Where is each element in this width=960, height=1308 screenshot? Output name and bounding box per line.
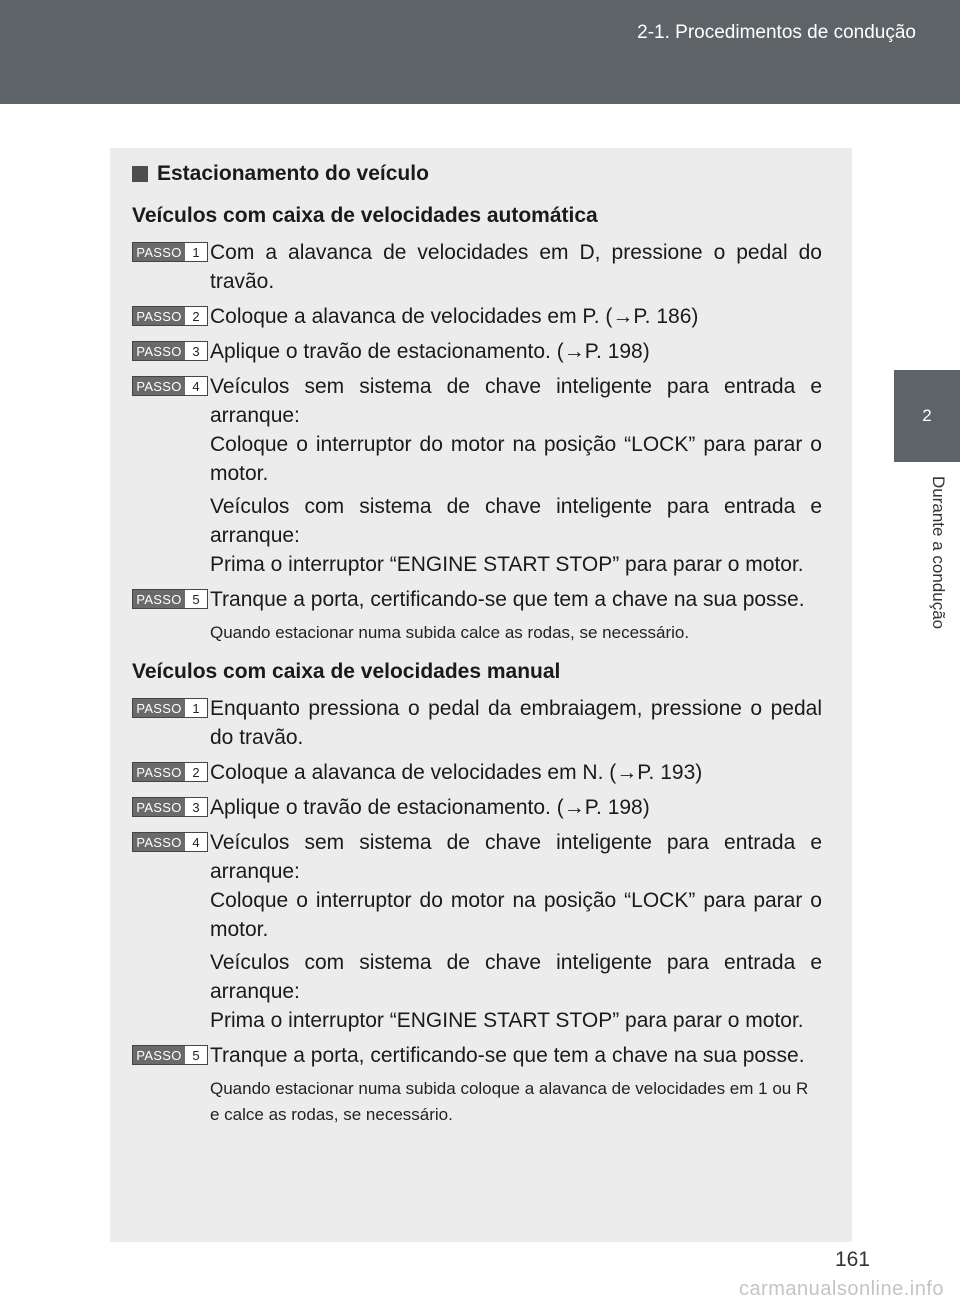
content-inner: [132, 160, 822, 1140]
step-badge: [132, 1045, 208, 1065]
step-groups: [132, 202, 822, 1128]
group-title: Veículos com caixa de velocidades manual: [132, 660, 561, 683]
step-text: [208, 793, 822, 822]
step-badge-word: PASSO: [133, 833, 185, 851]
step-badge: [132, 242, 208, 262]
step-badge-number: 5: [185, 590, 207, 608]
step-badge-word: PASSO: [133, 699, 185, 717]
step-text: [208, 828, 822, 1035]
step-text: [208, 337, 822, 366]
step-badge: [132, 762, 208, 782]
step-item: [132, 585, 822, 614]
group-note: Quando estacionar numa subida coloque a alavanca de velocidades em 1 ou R e calce as rodas, se necessário.: [210, 1079, 809, 1124]
step-paragraph: Veículos com sistema de chave inteligente para entrada e arranque: Prima o interruptor “ENGINE START STOP” para parar o motor.: [210, 951, 822, 1032]
step-item: [132, 694, 822, 752]
step-badge-number: 1: [185, 243, 207, 261]
side-strip: [894, 104, 960, 1264]
content-box: [110, 148, 852, 1242]
step-badge-number: 4: [185, 833, 207, 851]
step-item: [132, 1041, 822, 1070]
watermark: carmanualsonline.info: [738, 1278, 944, 1300]
step-badge-number: 2: [185, 763, 207, 781]
step-badge: [132, 306, 208, 326]
step-badge-number: 3: [185, 342, 207, 360]
step-paragraph: Aplique o travão de estacionamento. (→P. 198): [210, 340, 650, 363]
step-item: [132, 828, 822, 1035]
chapter-label: Durante a condução: [929, 476, 948, 630]
step-paragraph: Tranque a porta, certificando-se que tem a chave na sua posse.: [210, 1044, 805, 1067]
step-group: [132, 202, 822, 646]
square-bullet-icon: [132, 166, 148, 182]
step-text: [208, 585, 822, 614]
step-badge-number: 5: [185, 1046, 207, 1064]
step-paragraph: Aplique o travão de estacionamento. (→P. 198): [210, 796, 650, 819]
step-badge: [132, 698, 208, 718]
step-item: [132, 337, 822, 366]
step-item: [132, 793, 822, 822]
step-badge-word: PASSO: [133, 590, 185, 608]
step-badge: [132, 376, 208, 396]
step-item: [132, 238, 822, 296]
step-item: [132, 302, 822, 331]
page-number: 161: [834, 1248, 870, 1271]
step-badge-word: PASSO: [133, 1046, 185, 1064]
chapter-number: 2: [922, 406, 932, 425]
step-badge-word: PASSO: [133, 307, 185, 325]
step-item: [132, 758, 822, 787]
step-badge-number: 2: [185, 307, 207, 325]
step-badge-word: PASSO: [133, 798, 185, 816]
step-badge: [132, 797, 208, 817]
group-note: Quando estacionar numa subida calce as rodas, se necessário.: [210, 623, 690, 642]
section-title: [132, 160, 822, 188]
step-badge-word: PASSO: [133, 377, 185, 395]
step-badge-number: 4: [185, 377, 207, 395]
step-badge: [132, 589, 208, 609]
step-paragraph: Enquanto pressiona o pedal da embraiagem, pressione o pedal do travão.: [210, 697, 822, 749]
page-header: [0, 0, 960, 104]
step-paragraph: Coloque a alavanca de velocidades em N. (→P. 193): [210, 761, 703, 784]
section-title-text: Estacionamento do veículo: [157, 162, 429, 185]
step-text: [208, 1041, 822, 1070]
step-paragraph: Com a alavanca de velocidades em D, pressione o pedal do travão.: [210, 241, 822, 293]
step-badge: [132, 341, 208, 361]
step-item: [132, 372, 822, 579]
step-badge-word: PASSO: [133, 763, 185, 781]
step-paragraph: Coloque a alavanca de velocidades em P. (→P. 186): [210, 305, 699, 328]
step-badge: [132, 832, 208, 852]
step-text: [208, 302, 822, 331]
step-badge-word: PASSO: [133, 342, 185, 360]
step-text: [208, 694, 822, 752]
step-paragraph: Veículos sem sistema de chave inteligente para entrada e arranque: Coloque o interruptor do motor na posição “LOCK” para parar o motor.: [210, 375, 822, 485]
step-paragraph: Tranque a porta, certificando-se que tem a chave na sua posse.: [210, 588, 805, 611]
chapter-tab[interactable]: [894, 370, 960, 462]
step-text: [208, 238, 822, 296]
group-title: Veículos com caixa de velocidades automática: [132, 204, 598, 227]
step-paragraph: Veículos com sistema de chave inteligente para entrada e arranque: Prima o interruptor “ENGINE START STOP” para parar o motor.: [210, 495, 822, 576]
step-badge-number: 1: [185, 699, 207, 717]
header-title: 2-1. Procedimentos de condução: [637, 22, 916, 43]
step-badge-word: PASSO: [133, 243, 185, 261]
step-text: [208, 372, 822, 579]
step-paragraph: Veículos sem sistema de chave inteligente para entrada e arranque: Coloque o interruptor do motor na posição “LOCK” para parar o motor.: [210, 831, 822, 941]
step-group: [132, 658, 822, 1128]
step-badge-number: 3: [185, 798, 207, 816]
step-text: [208, 758, 822, 787]
